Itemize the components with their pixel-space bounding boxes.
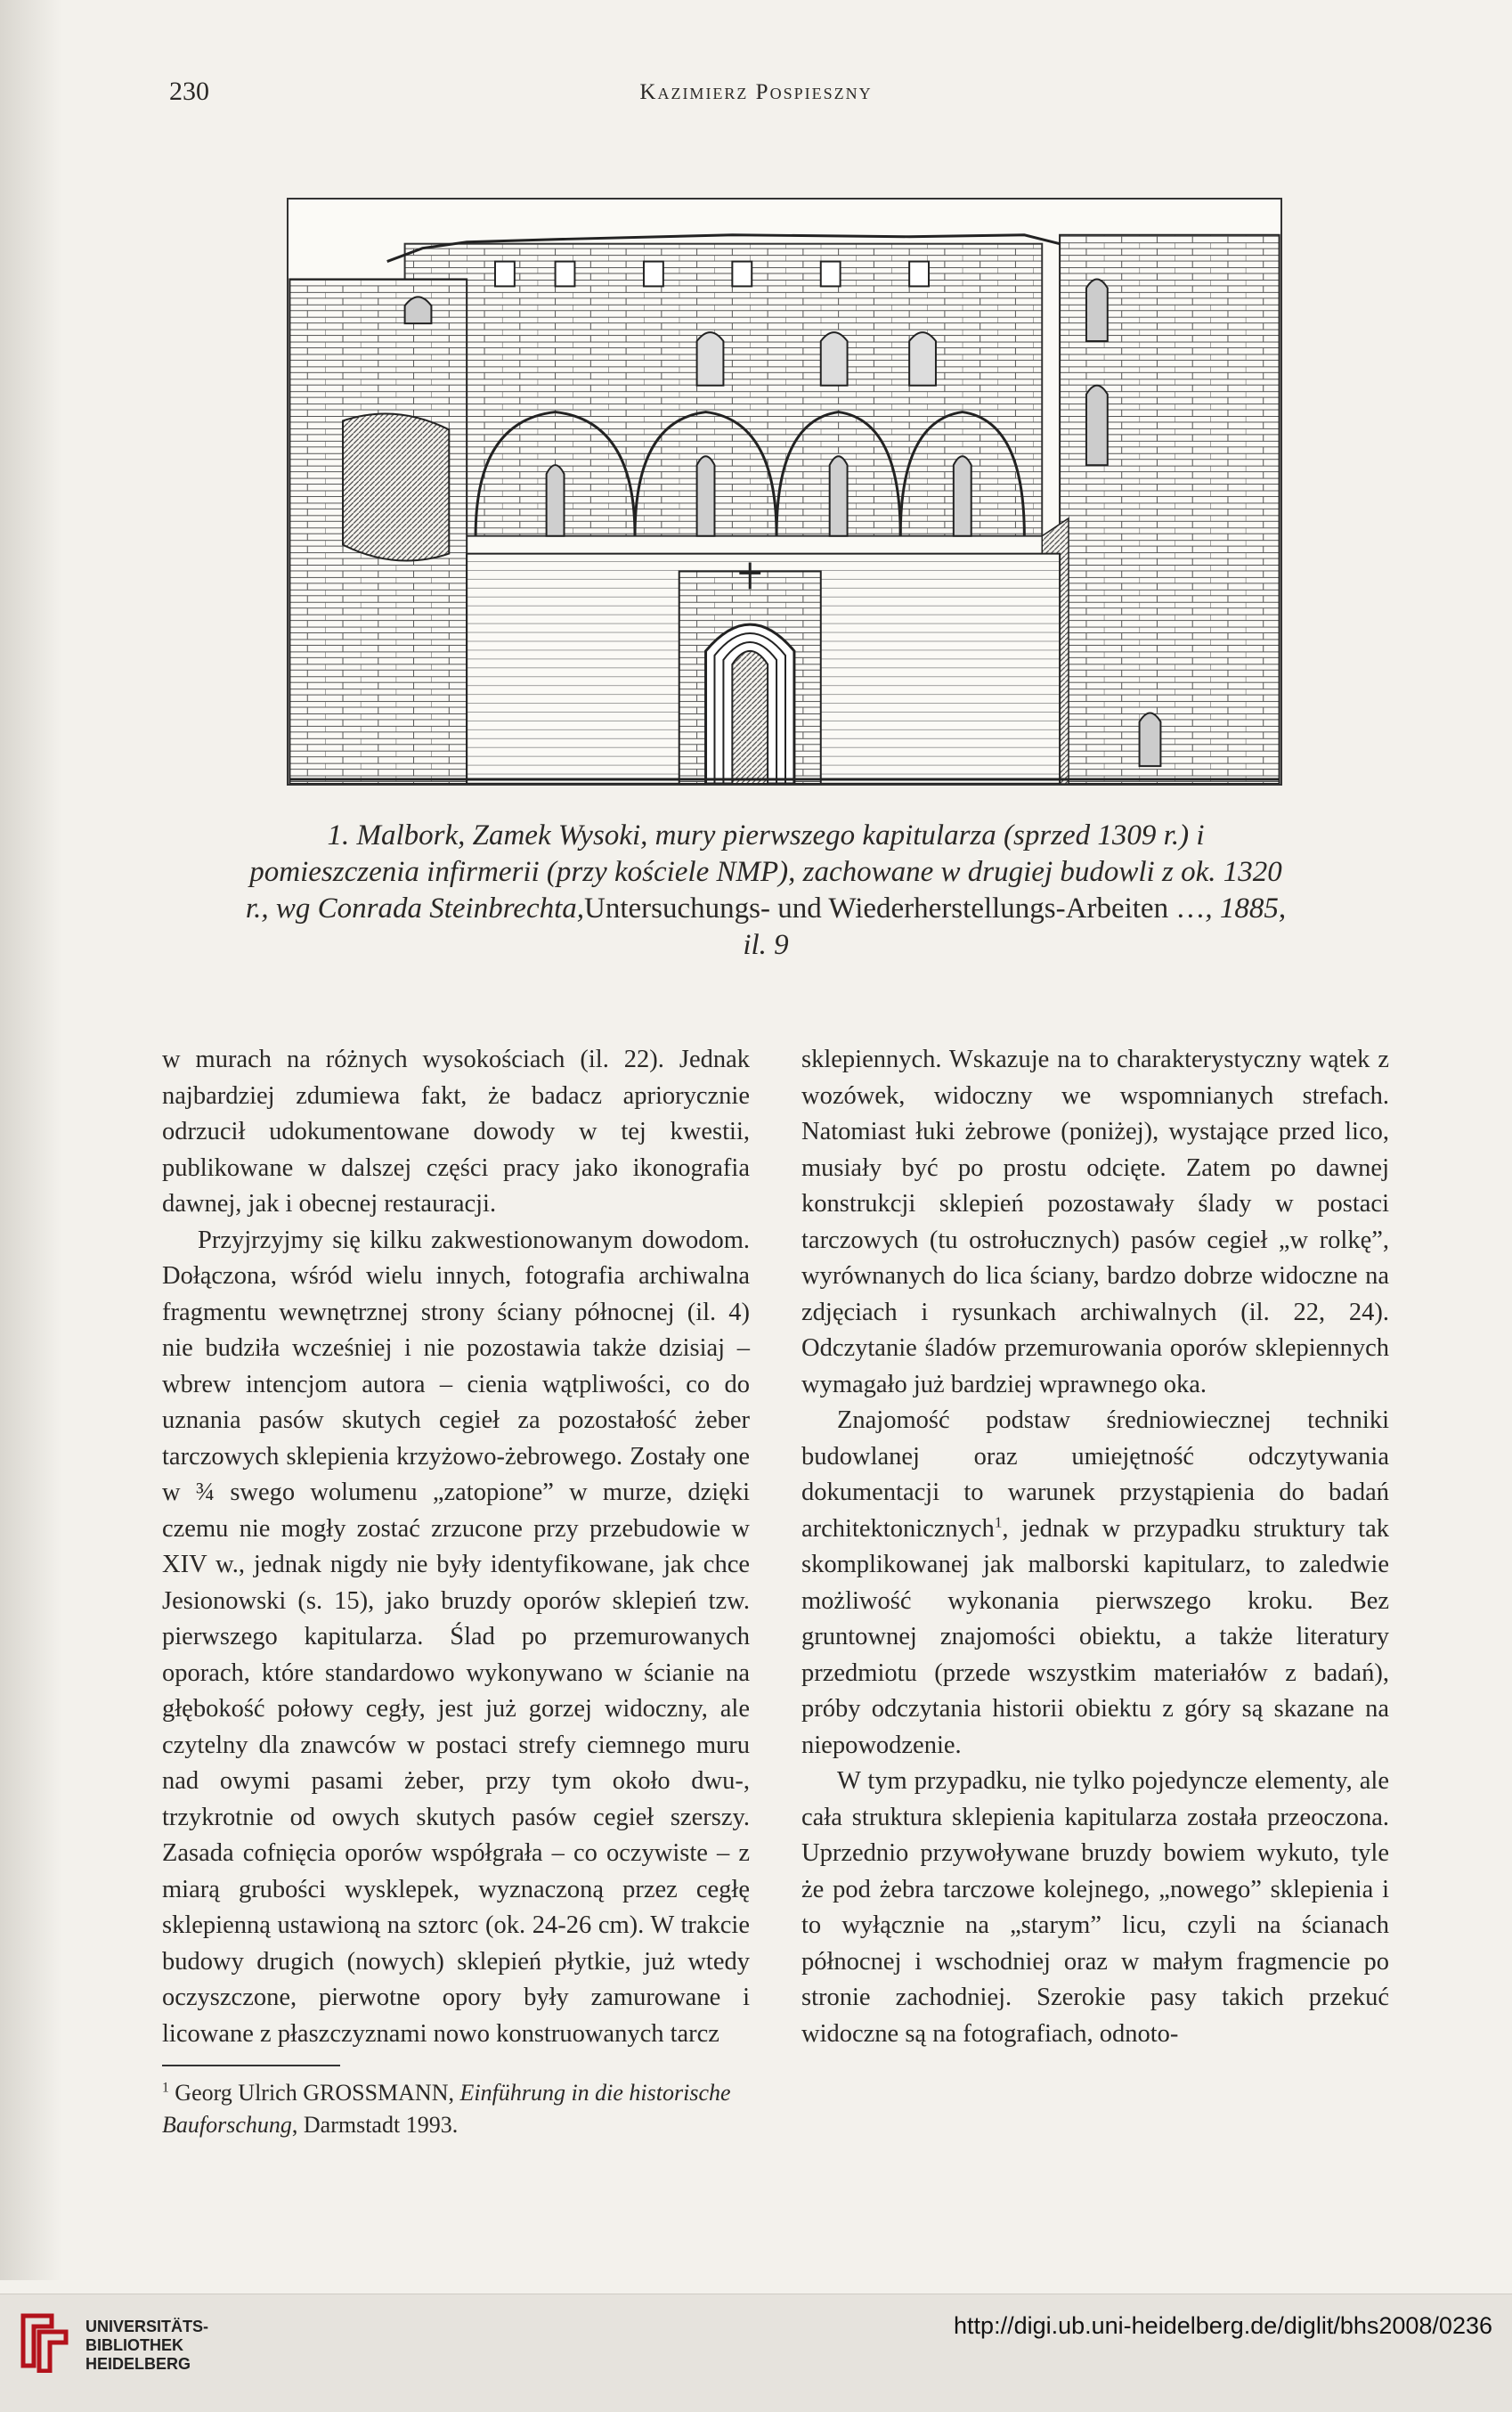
footnote bbox=[162, 2077, 750, 2141]
library-name-line-3: HEIDELBERG bbox=[85, 2355, 191, 2373]
caption-italic-1: 1. Malbork, Zamek Wysoki, mury pierwszego kapitularza (sprzed 1309 r.) i pomieszczenia infirmerii (przy kościele NMP), zachowane w drugiej budowli z ok. 1320 r., wg Conrada Steinbrechta, bbox=[245, 819, 1282, 925]
library-logo-icon bbox=[16, 2309, 73, 2377]
figure-illustration bbox=[287, 198, 1282, 786]
footnote-text-1: Georg Ulrich GROSSMANN, bbox=[168, 2080, 460, 2106]
castle-engraving bbox=[289, 200, 1280, 784]
left-paragraph-2: Przyjrzyjmy się kilku zakwestionowanym dowodom. Dołączona, wśród wielu innych, fotografia archiwalna fragmentu wewnętrznej strony ściany północnej (il. 4) nie budziła wcześniej i nie pozostawia także dzisiaj – wbrew intencjom autora – cienia wątpliwości, co do uznania pasów skutych cegieł za pozostałość żeber tarczowych sklepienia krzyżowo-żebrowego. Zostały one w ¾ swego wolumenu „zatopione” w murze, dzięki czemu nie mogły zostać zrzucone przy przebudowie w XIV w., jednak nigdy nie były identyfikowane, jak chce Jesionowski (s. 15), jako bruzdy oporów sklepień tzw. pierwszego kapitularza. Ślad po przemurowanych oporach, które standardowo wykonywano w ścianie na głębokość połowy cegły, jest już gorzej widoczny, ale czytelny dla znawców w postaci strefy ciemnego muru nad owymi pasami żeber, przy tym około dwu-, trzykrotnie od owych skutych pasów cegieł szerszy. Zasada cofnięcia oporów współgrała – co oczywiste – z miarą grubości wysklepek, wyznaczoną przez cegłę sklepienną ustawioną na sztorc (ok. 24-26 cm). W trakcie budowy drugich (nowych) sklepień płytkie, już wtedy oczyszczone, pierwotne opory były zamurowane i licowane z płaszczyznami nowo konstruowanych tarcz bbox=[162, 1226, 750, 2048]
library-name-line-2: BIBLIOTHEK bbox=[85, 2336, 183, 2354]
footnote-title: Einführung in die historische Bauforschung bbox=[162, 2080, 731, 2138]
library-name-line-1: UNIVERSITÄTS- bbox=[85, 2318, 209, 2335]
footer-bar bbox=[0, 2294, 1512, 2412]
source-url-link[interactable]: http://digi.ub.uni-heidelberg.de/diglit/bhs2008/0236 bbox=[954, 2312, 1492, 2339]
figure-caption bbox=[240, 818, 1291, 964]
right-column bbox=[801, 1042, 1389, 2052]
right-paragraph-2-part-a: Znajomość podstaw średniowiecznej techniki budowlanej oraz umiejętność odczytywania dokumentacji to warunek przystąpienia do badań architektonicznych bbox=[801, 1406, 1389, 1543]
right-paragraph-2 bbox=[801, 1403, 1389, 1764]
left-column bbox=[162, 1042, 750, 2052]
library-name bbox=[85, 2318, 208, 2374]
running-head: Kazimierz Pospieszny bbox=[639, 80, 873, 104]
right-paragraph-3: W tym przypadku, nie tylko pojedyncze elementy, ale cała struktura sklepienia kapitularza została przeoczona. Uprzednio przywoływane bruzdy bowiem wykuto, tyle że pod żebra tarczowe kolejnego, „nowego” sklepienia i to wyłącznie na „starym” licu, czyli na ścianach północnej i wschodniej oraz w małym fragmencie po stronie zachodniej. Szerokie pasy takich przekuć widoczne są na fotografiach, odnoto- bbox=[801, 1767, 1389, 2048]
footnote-marker: 1 bbox=[162, 2080, 169, 2096]
right-paragraph-2-part-b: , jednak w przypadku struktury tak skomplikowanej jak malborski kapitularz, to zaledwie możliwość wykonania pierwszego kroku. Bez gruntownej znajomości obiektu, a także literatury przedmiotu (przede wszystkim materiałów z badań), próby odczytania historii obiektu z góry są skazane na niepowodzenie. bbox=[801, 1514, 1389, 1759]
caption-roman: Untersuchungs- und Wiederherstellungs-Arbeiten … bbox=[584, 892, 1206, 925]
footnote-reference: 1 bbox=[994, 1513, 1003, 1530]
caption-italic-2: , 1885, il. 9 bbox=[743, 892, 1287, 961]
footnote-text-2: , Darmstadt 1993. bbox=[291, 2112, 459, 2138]
right-paragraph-1: sklepiennych. Wskazuje na to charakterystyczny wątek z wozówek, widoczny we wspomnianych strefach. Natomiast łuki żebrowe (poniżej), wystające przed lico, musiały być po prostu odcięte. Zatem po dawnej konstrukcji sklepień pozostawały ślady w postaci tarczowych (tu ostrołucznych) pasów cegieł „w rolkę”, wyrównanych do lica ściany, bardzo dobrze widoczne na zdjęciach i rysunkach archiwalnych (il. 22, 24). Odczytanie śladów przemurowania oporów sklepiennych wymagało już bardziej wprawnego oka. bbox=[801, 1046, 1389, 1398]
page-edge-shadow bbox=[0, 0, 62, 2280]
left-paragraph-1: w murach na różnych wysokościach (il. 22). Jednak najbardziej zdumiewa fakt, że badacz apriorycznie odrzucił udokumentowane dowody w tej kwestii, publikowane w dalszej części pracy jako ikonografia dawnej, jak i obecnej restauracji. bbox=[162, 1046, 750, 1218]
footnote-rule bbox=[162, 2065, 340, 2066]
page-number: 230 bbox=[169, 77, 209, 106]
